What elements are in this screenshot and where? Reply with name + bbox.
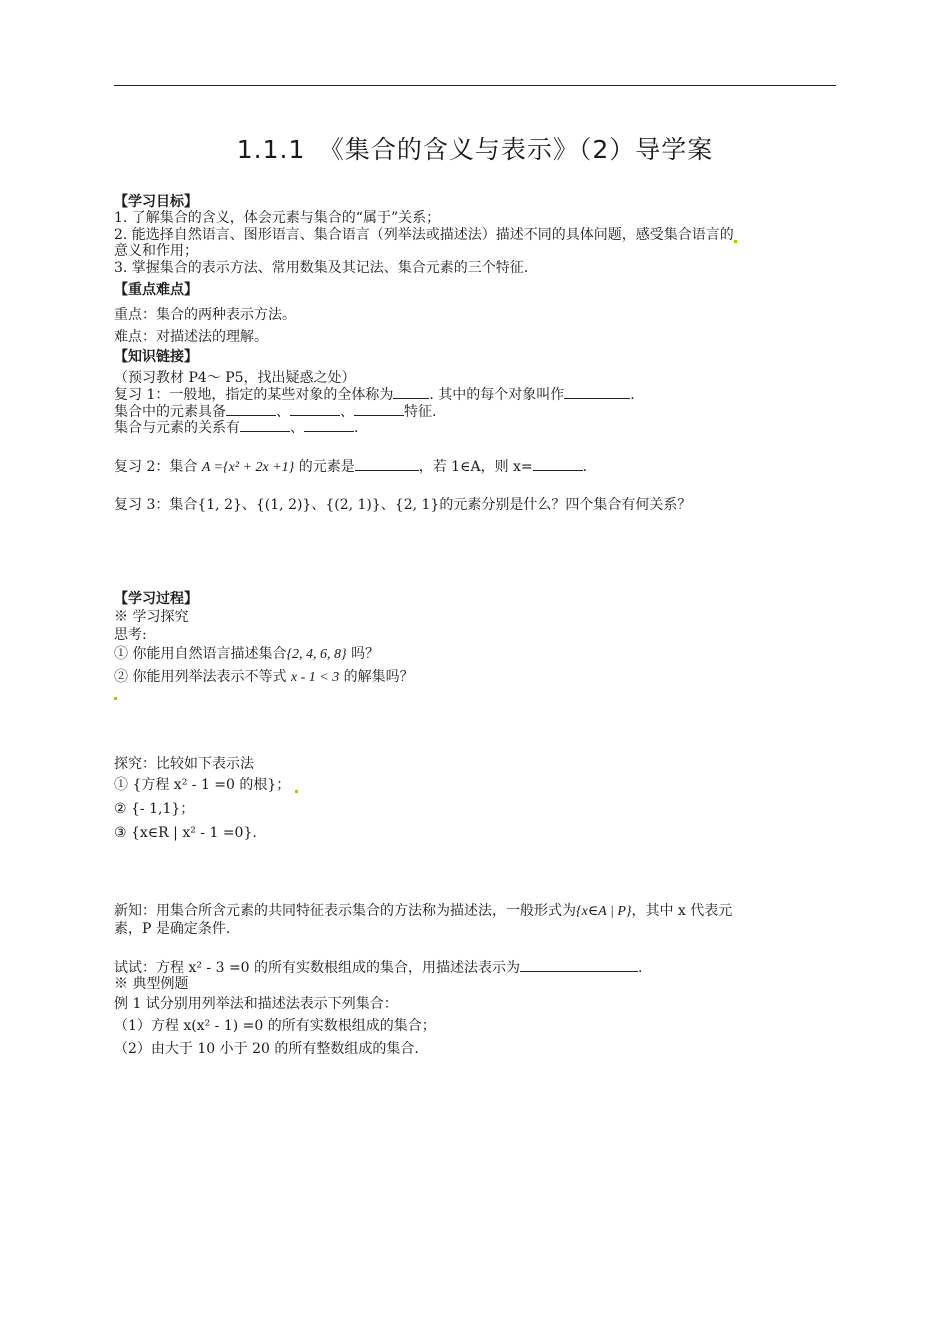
review-2-mid: 的元素是	[294, 459, 355, 475]
section-process-header: 【学习过程】	[114, 591, 198, 607]
answer-blank[interactable]	[290, 403, 340, 416]
new-knowledge-form: {x∈A | P}	[576, 904, 632, 919]
new-knowledge-1	[114, 903, 732, 920]
try-it	[114, 959, 643, 976]
compare-heading: 探究：比较如下表示法	[114, 756, 254, 772]
question-2-end: 的解集吗？	[339, 669, 414, 685]
separator: 、	[290, 420, 304, 436]
answer-blank[interactable]	[354, 403, 404, 416]
period: .	[630, 387, 635, 403]
compare-2: ② {- 1,1}；	[114, 801, 195, 817]
period: .	[638, 960, 643, 976]
new-knowledge-2: 素，P 是确定条件.	[114, 921, 231, 937]
compare-3: ③ {x∈R | x² - 1 =0}.	[114, 825, 257, 841]
key-focus: 重点：集合的两种表示方法。	[114, 307, 296, 323]
link-preview: （预习教材 P4～ P5，找出疑惑之处）	[114, 370, 356, 386]
example-1-part-2: （2）由大于 10 小于 20 的所有整数组成的集合.	[114, 1041, 419, 1057]
try-it-text: 试试：方程 x² - 3 =0 的所有实数根组成的集合，用描述法表示为	[114, 960, 521, 976]
page-title: 1.1.1 《集合的含义与表示》（2）导学案	[236, 135, 714, 164]
answer-blank[interactable]	[564, 386, 630, 399]
review-1c-text: 集合与元素的关系有	[114, 420, 240, 436]
goal-3: 3. 掌握集合的表示方法、常用数集及其记法、集合元素的三个特征.	[114, 260, 529, 276]
question-2-expr: x - 1 < 3	[290, 670, 340, 685]
review-2	[114, 458, 587, 476]
answer-blank[interactable]	[304, 419, 354, 432]
explore-header: ※ 学习探究	[114, 609, 189, 625]
goal-2	[114, 227, 737, 243]
review-2-text: 复习 2：集合	[114, 459, 202, 475]
example-1: 例 1 试分别用列举法和描述法表示下列集合：	[114, 996, 398, 1012]
goal-2-cont: 意义和作用；	[114, 243, 198, 259]
review-1b-text: 集合中的元素具备	[114, 404, 226, 420]
answer-blank[interactable]	[355, 458, 419, 471]
question-1	[114, 646, 379, 663]
marker-dot	[295, 790, 298, 793]
goal-2-text: 2. 能选择自然语言、图形语言、集合语言（列举法或描述法）描述不同的具体问题，感受集合语言的	[114, 227, 734, 243]
question-2-text: ② 你能用列举法表示不等式	[114, 669, 291, 685]
period: .	[582, 459, 588, 475]
answer-blank[interactable]	[393, 386, 429, 399]
question-2	[114, 669, 414, 686]
separator: 、	[340, 404, 354, 420]
answer-blank[interactable]	[240, 419, 290, 432]
separator: 、	[276, 404, 290, 420]
goal-1: 1. 了解集合的含义，体会元素与集合的“属于”关系；	[114, 210, 441, 226]
example-1-part-1: （1）方程 x(x² - 1) =0 的所有实数根组成的集合；	[114, 1018, 436, 1034]
period: .	[354, 420, 359, 436]
question-1-set: {2, 4, 6, 8}	[286, 647, 347, 662]
review-1c	[114, 419, 358, 436]
review-1b	[114, 403, 436, 420]
marker-dot	[114, 697, 117, 700]
new-knowledge-text: 新知：用集合所含元素的共同特征表示集合的方法称为描述法，一般形式为	[114, 903, 576, 919]
question-1-end: 吗？	[346, 646, 380, 662]
key-difficulty: 难点：对描述法的理解。	[114, 329, 268, 345]
review-1a-end: . 其中的每个对象叫作	[429, 387, 565, 403]
answer-blank[interactable]	[226, 403, 276, 416]
section-link-header: 【知识链接】	[114, 349, 198, 365]
examples-header: ※ 典型例题	[114, 976, 189, 992]
section-key-header: 【重点难点】	[114, 282, 198, 298]
answer-blank[interactable]	[520, 959, 638, 972]
review-2-mid2: ，若 1∈A，则 x=	[418, 459, 533, 475]
think-label: 思考:	[114, 627, 147, 643]
review-1a	[114, 386, 635, 403]
answer-blank[interactable]	[533, 458, 583, 471]
new-knowledge-end: ，其中 x 代表元	[631, 903, 733, 919]
review-1a-text: 复习 1：一般地，指定的某些对象的全体称为	[114, 387, 394, 403]
review-3: 复习 3：集合{1, 2}、{(1, 2)}、{(2, 1)}、{2, 1}的元素分别是什么？四个集合有何关系？	[114, 497, 692, 513]
section-goals-header: 【学习目标】	[114, 194, 198, 210]
compare-1-text: ① {方程 x² - 1 =0 的根}；	[114, 777, 291, 793]
question-1-text: ① 你能用自然语言描述集合	[114, 646, 287, 662]
marker-dot-row	[114, 684, 117, 700]
review-2-set: A ={x² + 2x +1}	[201, 460, 295, 475]
review-1b-end: 特征.	[404, 404, 437, 420]
marker-dot	[734, 240, 737, 243]
header-rule	[114, 85, 836, 86]
compare-1	[114, 777, 298, 793]
